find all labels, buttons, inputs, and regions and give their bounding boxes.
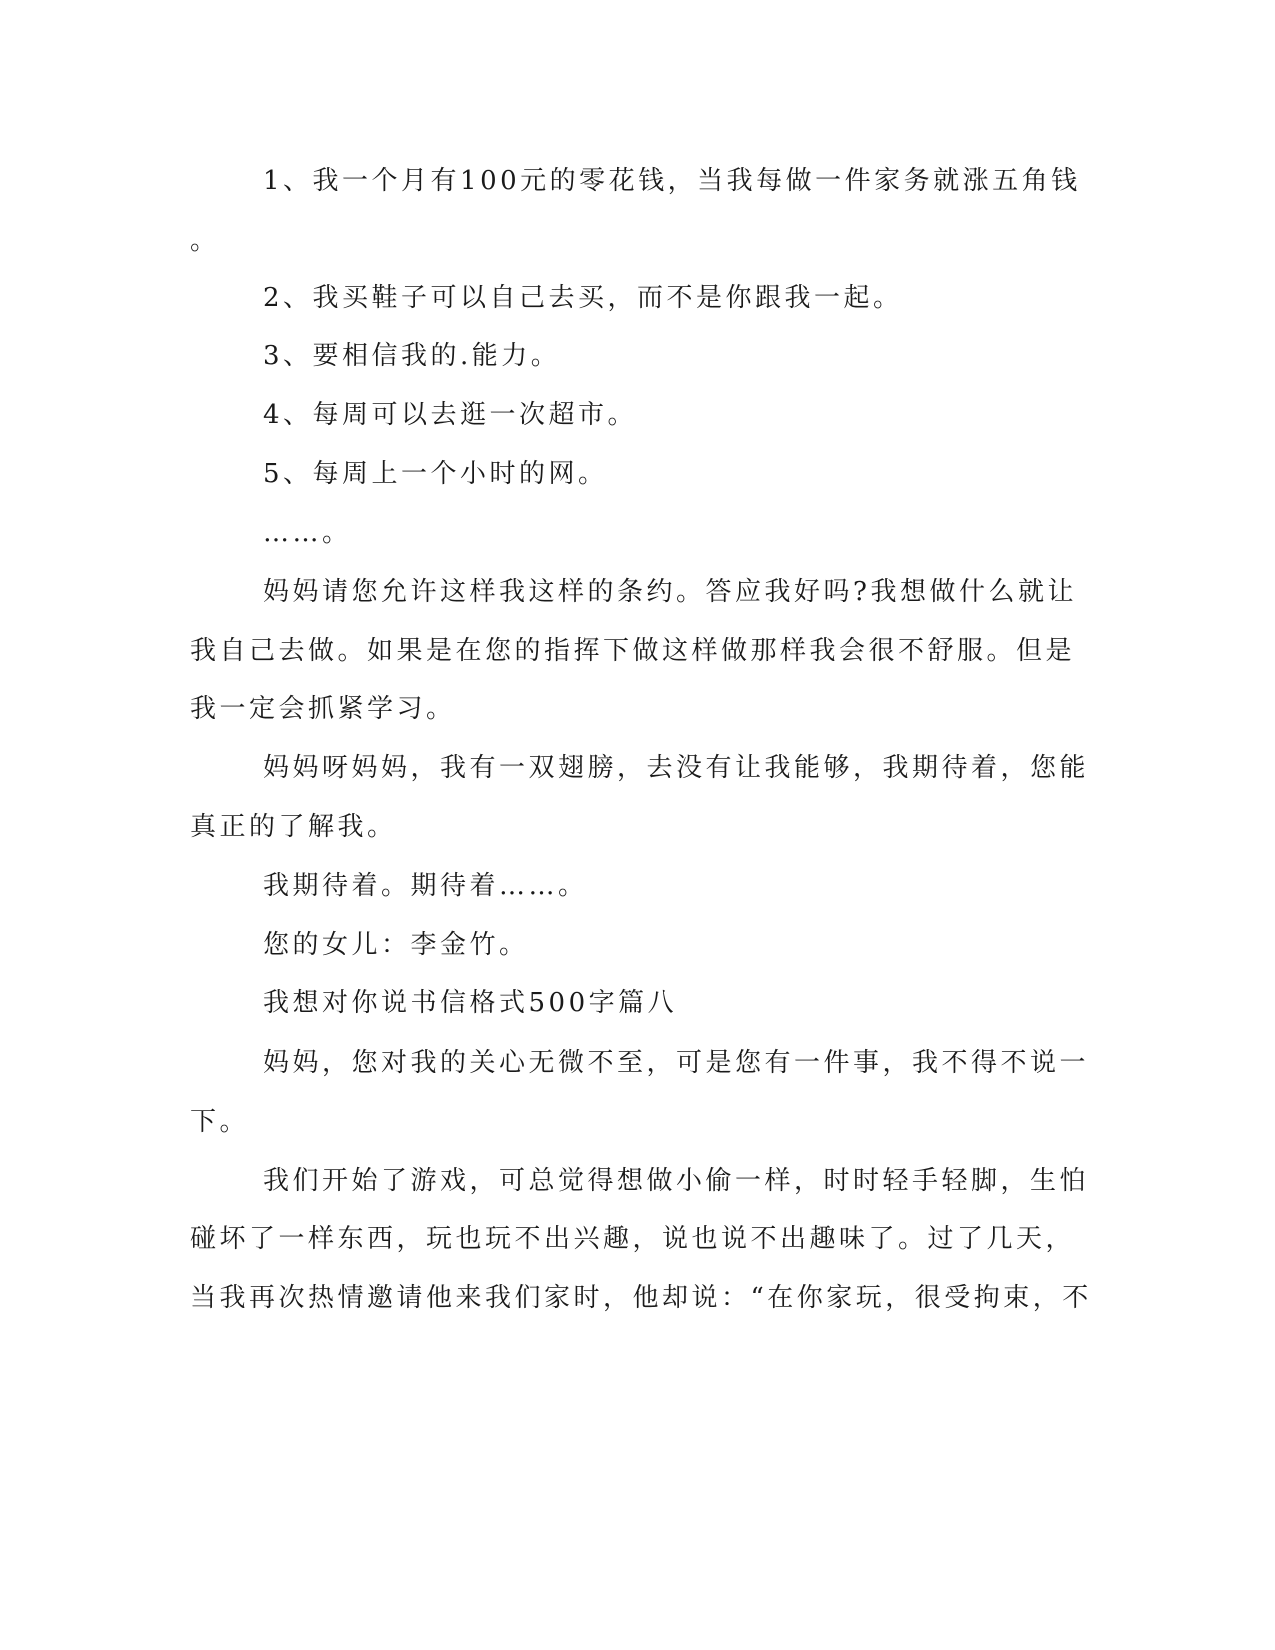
section-heading: 我想对你说书信格式500字篇八 — [263, 988, 678, 1018]
paragraph-line: 我们开始了游戏，可总觉得想做小偷一样，时时轻手轻脚，生怕 — [263, 1166, 1090, 1196]
paragraph-line: 我自己去做。如果是在您的指挥下做这样做那样我会很不舒服。但是 — [190, 636, 1076, 666]
paragraph-line: 妈妈呀妈妈，我有一双翅膀，去没有让我能够，我期待着，您能 — [263, 753, 1090, 783]
list-item-1-continuation: 。 — [190, 226, 220, 256]
paragraph-line: 下。 — [190, 1107, 250, 1137]
paragraph-line: 妈妈请您允许这样我这样的条约。答应我好吗?我想做什么就让 — [263, 577, 1077, 607]
paragraph-line: 我期待着。期待着……。 — [263, 871, 588, 901]
list-item-1: 1、我一个月有100元的零花钱，当我每做一件家务就涨五角钱 — [263, 166, 1081, 196]
paragraph-line: 当我再次热情邀请他来我们家时，他却说：“在你家玩，很受拘束，不 — [190, 1283, 1092, 1313]
ellipsis-line: ……。 — [263, 518, 352, 548]
paragraph-line: 妈妈，您对我的关心无微不至，可是您有一件事，我不得不说一 — [263, 1048, 1090, 1078]
paragraph-line: 真正的了解我。 — [190, 812, 397, 842]
paragraph-line: 我一定会抓紧学习。 — [190, 694, 456, 724]
paragraph-line: 碰坏了一样东西，玩也玩不出兴趣，说也说不出趣味了。过了几天， — [190, 1224, 1076, 1254]
list-item-3: 3、要相信我的.能力。 — [263, 341, 561, 371]
list-item-5: 5、每周上一个小时的网。 — [263, 459, 608, 489]
signature-line: 您的女儿：李金竹。 — [263, 930, 529, 960]
list-item-2: 2、我买鞋子可以自己去买，而不是你跟我一起。 — [263, 283, 903, 313]
list-item-4: 4、每周可以去逛一次超市。 — [263, 400, 638, 430]
